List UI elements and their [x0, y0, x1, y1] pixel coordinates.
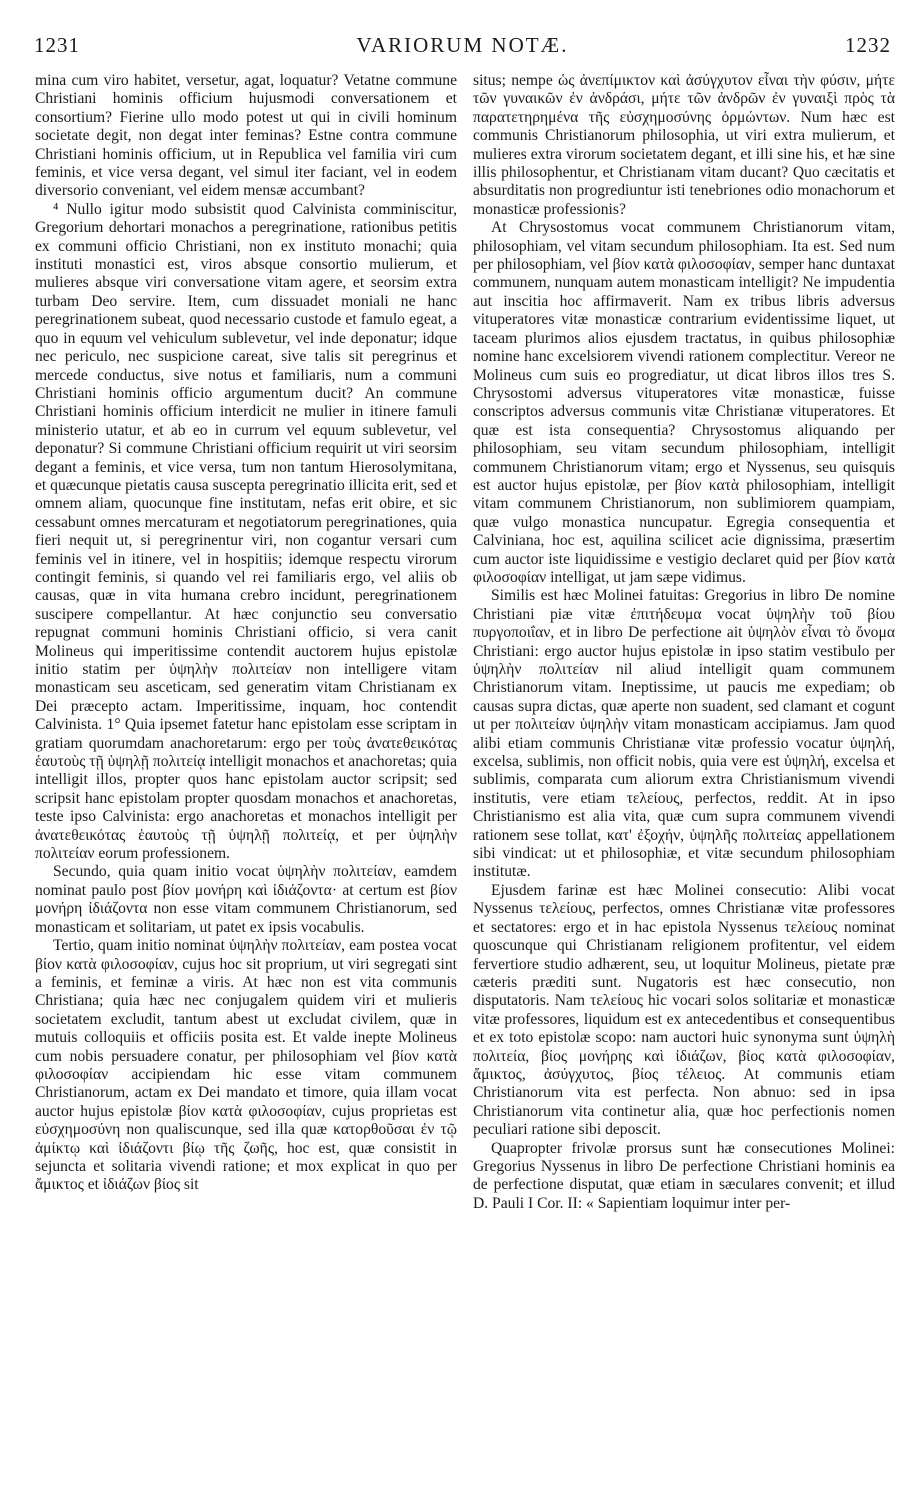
page-number-left: 1231	[34, 33, 80, 57]
paragraph: At Chrysostomus vocat communem Christianorum vitam, philosophiam, vel vitam secundum philosophiam. Ita est. Sed num per philosophiam, vel βίον κατὰ φιλοσοφίαν, semper hanc duntaxat communem, nunquam autem monasticam intelligit? Ne impudentia aut inscitia hoc affirmaverit. Nam ex tribus libris adversus vituperatores vitæ monasticæ contrarium evidentissime liquet, ut taceam plurimos alios ejusdem tractatus, in quibus philosophiæ nomine hanc excelsiorem vivendi rationem complectitur. Vereor ne Molineus cum suis eo progrediatur, ut dicat libros illos tres S. Chrysostomi adversus vituperatores vitæ monasticæ, fuisse conscriptos adversus communis vitæ Christianæ vituperatores. Et quæ est ista consequentia? Chrysostomus aliquando per philosophiam, seu vitam secundum philosophiam, intelligit communem Christianorum vitam; ergo et Nyssenus, seu quisquis est auctor hujus epistolæ, per βίον κατὰ philosophiam, intelligit vitam communem Christianorum, non sublimiorem quampiam, quæ vulgo monastica nuncupatur. Egregia consequentia et Calviniana, hoc est, aquilina scilicet acie dignissima, præsertim cum auctor iste liquidissime e vestigio declaret quid per βίον κατὰ φιλοσοφίαν intelligat, ut jam sæpe vidimus.	[473, 219, 895, 586]
paragraph: Secundo, quia quam initio vocat ὑψηλὴν πολιτείαν, eamdem nominat paulo post βίον μονήρη καὶ ἰδιάζοντα· at certum est βίον μονήρη ἰδιάζοντα non esse vitam communem Christianorum, sed monasticam et solitariam, ut patet ex ipsis vocabulis.	[35, 863, 457, 936]
page-header	[34, 33, 891, 61]
paragraph: mina cum viro habitet, versetur, agat, loquatur? Vetatne commune Christiani hominis officium hujusmodi conversationem et consortium? Fierine ullo modo potest ut qui in civili hominum societate degit, non degat inter feminas? Estne contra commune Christiani hominis officium, ut in Republica vel familia viri cum feminis, et vice versa degant, vel simul iter faciant, vel in eodem diversorio conveniant, vel eidem mensæ accumbant?	[35, 72, 457, 200]
paragraph: ⁴ Nullo igitur modo subsistit quod Calvinista comminiscitur, Gregorium dehortari monachos a peregrinatione, rationibus petitis ex communi officio Christiani, non ex instituto monachi; quia instituti monastici est, viros absque consortio mulierum, et mulieres absque viri conversatione vitam agere, et seorsim extra turbam Deo servire. Item, cum dissuadet moniali ne hanc peregrinationem subeat, quod necessario custode et famulo egeat, a quo in equum vel vehiculum sublevetur, vel inde deponatur; idque nec periculo, nec suspicione careat, sive talis sit peregrinus et mercede conductus, sive notus et familiaris, num a communi Christiani hominis officio argumentum ducit? An commune Christiani hominis officium interdicit ne mulier in itinere famuli ministerio utatur, et ab eo in currum vel equum sublevetur, vel deponatur? Si commune Christiani officium requirit ut viri seorsim degant a feminis, et vice versa, tum non tantum Hierosolymitana, et quæcunque pietatis causa suscepta peregrinatio illicita erit, sed et omnem aliam, quocunque fine institutam, nefas erit obire, et sic cessabunt omnes mercaturam et negotiatorum peregrinationes, quia fieri nequit ut, si peregrinentur viri, non cogantur versari cum feminis vel in itinere, vel in hospitiis; idemque respectu virorum contingit feminis, si quando vel rei familiaris ergo, vel aliis ob causas, quæ in vita humana crebro incidunt, peregrinationem suscipere compellantur. At hæc conjunctio seu conversatio repugnat communi hominis Christiani officio, si vera canit Molineus qui imperitissime contendit auctorem hujus epistolæ initio statim per ὑψηλὴν πολιτείαν non intelligere vitam monasticam seu asceticam, sed generatim vitam Christianam ex Dei præcepto actam. Imperitissime, inquam, hoc contendit Calvinista. 1° Quia ipsemet fatetur hanc epistolam esse scriptam in gratiam quorumdam anachoretarum: ergo per τοὺς ἀνατεθεικότας ἑαυτοὺς τῇ ὑψηλῇ πολιτείᾳ intelligit monachos et anachoretas; quia intelligit illos, propter quos hanc epistolam auctor scripsit; sed scripsit hanc epistolam propter quosdam monachos et anachoretas, teste ipso Calvinista: ergo anachoretas et monachos intelligit per ἀνατεθεικότας ἑαυτοὺς τῇ ὑψηλῇ πολιτείᾳ, et per ὑψηλὴν πολιτείαν eorum professionem.	[35, 200, 457, 863]
running-title: VARIORUM NOTÆ.	[356, 33, 569, 57]
paragraph: Tertio, quam initio nominat ὑψηλὴν πολιτείαν, eam postea vocat βίον κατὰ φιλοσοφίαν, cujus hoc sit proprium, ut viri segregati sint a feminis, et feminæ a viris. At hæc non est vita communis Christiana; quia hæc nec conjugalem quidem viri et mulieris societatem excludit, tantum abest ut excludat civilem, quæ in mutuis colloquiis et officiis posita est. Et valde inepte Molineus cum nobis persuadere conatur, per philosophiam vel βίον κατὰ φιλοσοφίαν accipiendam hic esse vitam communem Christianorum, actam ex Dei mandato et timore, quia illam vocat auctor hujus epistolæ βίον κατὰ φιλοσοφίαν, cujus proprietas est εὐσχημοσύνη non qualiscunque, sed illa quæ κατορθοῦσαι ἐν τῷ ἀμίκτῳ καὶ ἰδιάζοντι βίῳ τῆς ζωῆς, hoc est, quæ consistit in sejuncta et solitaria vivendi ratione; et mox explicat in quo per ἄμικτος et ἰδιάζων βίος sit	[35, 937, 457, 1194]
page-number-right: 1232	[845, 33, 891, 57]
right-column	[473, 72, 895, 1213]
left-column	[35, 72, 457, 1195]
paragraph: Quapropter frivolæ prorsus sunt hæ consecutiones Molinei: Gregorius Nyssenus in libro De perfectione Christiani hominis ea de perfectione disputat, quæ etiam in sæculares convenit; et illud D. Pauli I Cor. II: « Sapientiam loquimur inter per-	[473, 1139, 895, 1212]
paragraph: situs; nempe ὡς ἀνεπίμικτον καὶ ἀσύγχυτον εἶναι τὴν φύσιν, μήτε τῶν γυναικῶν ἐν ἀνδράσι, μήτε τῶν ἀνδρῶν ἐν γυναιξὶ πρὸς τὰ παρατετηρημένα τῆς εὐσχημοσύνης ὁρμώντων. Num hæc est communis Christianorum philosophia, ut viri extra mulierum, et mulieres extra virorum societatem degant, et illi sine his, et hæ sine illis philosophentur, et Christianam vitam ducant? Quo cæcitatis et absurditatis non progrediuntur isti tenebriones odio monachorum et monasticæ professionis?	[473, 72, 895, 218]
paragraph: Similis est hæc Molinei fatuitas: Gregorius in libro De nomine Christiani piæ vitæ ἐπιτήδευμα vocat ὑψηλὴν τοῦ βίου πυργοποιΐαν, et in libro De perfectione ait ὑψηλὸν εἶναι τὸ ὄνομα Christiani: ergo auctor hujus epistolæ in ipso statim vestibulo per ὑψηλὴν πολιτείαν nil aliud intelligit quam communem Christianorum vitam. Ineptissime, ut paucis me expediam; ob causas supra dictas, quæ aperte non suadent, sed clamant et cogunt ut per πολιτείαν ὑψηλὴν vitam monasticam accipiamus. Jam quod alibi etiam communis Christianæ vitæ professio vocatur ὑψηλή, excelsa, sublimis, non officit nobis, quia vere est ὑψηλή, excelsa et sublimis, comparata cum aliorum extra Christianismum vivendi institutis, vere etiam τελείους, perfectos, reddit. At in ipso Christianismo est alia vita, quæ cum supra communem vivendi rationem sese tollat, κατ' ἐξοχήν, ὑψηλῆς πολιτείας appellationem sibi vindicat: ut et philosophiæ, et vitæ secundum philosophiam institutæ.	[473, 587, 895, 881]
paragraph: Ejusdem farinæ est hæc Molinei consecutio: Alibi vocat Nyssenus τελείους, perfectos, omnes Christianæ vitæ professores et sectatores: ergo et in hac epistola Nyssenus τελείους nominat quoscunque qui Christianam religionem profitentur, vel eidem fervertiore studio adhærent, seu, ut loquitur Molineus, pietate præ cæteris præditi sunt. Nugatoris est hæc consecutio, non disputatoris. Nam τελείους hic vocari solos solitariæ et monasticæ vitæ professores, liquidum est ex antecedentibus et consequentibus et ex toto epistolæ scopo: nam auctori huic synonyma sunt ὑψηλὴ πολιτεία, βίος μονήρης καὶ ἰδιάζων, βίος κατὰ φιλοσοφίαν, ἄμικτος, ἀσύγχυτος, βίος τέλειος. At communis etiam Christianorum vita est perfecta. Non abnuo: sed in ipsa Christianorum vita continetur alia, quæ hoc perfectionis nomen peculiari ratione sibi deposcit.	[473, 881, 895, 1139]
